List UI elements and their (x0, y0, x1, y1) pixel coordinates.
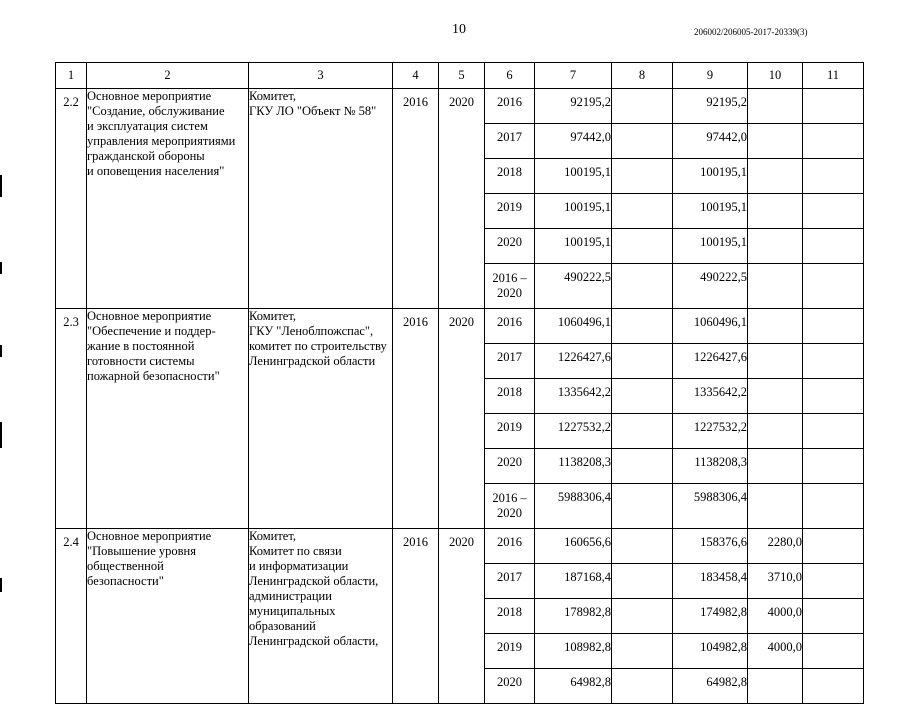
scan-edge-mark (0, 345, 2, 357)
total-amount-cell: 108982,8 (535, 634, 612, 669)
other-sources-cell (803, 344, 864, 379)
table-row (56, 89, 864, 124)
federal-budget-cell (612, 634, 673, 669)
year-cell: 2016 – 2020 (485, 264, 535, 309)
federal-budget-cell (612, 529, 673, 564)
column-header: 8 (612, 63, 673, 89)
total-amount-cell: 187168,4 (535, 564, 612, 599)
federal-budget-cell (612, 89, 673, 124)
table-row (56, 529, 864, 564)
local-budget-cell (748, 414, 803, 449)
other-sources-cell (803, 89, 864, 124)
year-cell: 2020 (485, 449, 535, 484)
total-amount-cell: 1335642,2 (535, 379, 612, 414)
local-budget-cell (748, 159, 803, 194)
total-amount-cell: 100195,1 (535, 159, 612, 194)
regional-budget-cell: 1060496,1 (673, 309, 748, 344)
total-amount-cell: 97442,0 (535, 124, 612, 159)
item-number: 2.2 (56, 89, 87, 309)
other-sources-cell (803, 529, 864, 564)
start-year: 2016 (393, 309, 439, 529)
scan-edge-mark (0, 578, 2, 592)
total-amount-cell: 490222,5 (535, 264, 612, 309)
local-budget-cell (748, 89, 803, 124)
item-executor: Комитет, ГКУ ЛО "Объект № 58" (249, 89, 393, 309)
regional-budget-cell: 100195,1 (673, 229, 748, 264)
federal-budget-cell (612, 159, 673, 194)
column-header: 5 (439, 63, 485, 89)
year-cell: 2020 (485, 229, 535, 264)
other-sources-cell (803, 449, 864, 484)
local-budget-cell (748, 124, 803, 159)
column-header: 11 (803, 63, 864, 89)
other-sources-cell (803, 309, 864, 344)
other-sources-cell (803, 414, 864, 449)
start-year: 2016 (393, 529, 439, 704)
federal-budget-cell (612, 194, 673, 229)
other-sources-cell (803, 669, 864, 704)
regional-budget-cell: 5988306,4 (673, 484, 748, 529)
total-amount-cell: 5988306,4 (535, 484, 612, 529)
regional-budget-cell: 100195,1 (673, 194, 748, 229)
item-number: 2.3 (56, 309, 87, 529)
local-budget-cell (748, 309, 803, 344)
item-name: Основное мероприятие "Обеспечение и поддер- жание в постоянной готовности системы пожарной безопасности" (87, 309, 249, 529)
federal-budget-cell (612, 379, 673, 414)
document-code: 206002/206005-2017-20339(3) (694, 27, 808, 37)
column-header: 7 (535, 63, 612, 89)
federal-budget-cell (612, 484, 673, 529)
other-sources-cell (803, 194, 864, 229)
column-header: 2 (87, 63, 249, 89)
regional-budget-cell: 1138208,3 (673, 449, 748, 484)
federal-budget-cell (612, 564, 673, 599)
year-cell: 2019 (485, 634, 535, 669)
federal-budget-cell (612, 344, 673, 379)
local-budget-cell: 4000,0 (748, 599, 803, 634)
total-amount-cell: 1226427,6 (535, 344, 612, 379)
year-cell: 2017 (485, 124, 535, 159)
federal-budget-cell (612, 449, 673, 484)
other-sources-cell (803, 229, 864, 264)
local-budget-cell (748, 669, 803, 704)
federal-budget-cell (612, 309, 673, 344)
local-budget-cell (748, 194, 803, 229)
item-executor: Комитет, Комитет по связи и информатизации Ленинградской области, администрации муниципальных образований Ленинградской области, (249, 529, 393, 704)
federal-budget-cell (612, 264, 673, 309)
regional-budget-cell: 174982,8 (673, 599, 748, 634)
federal-budget-cell (612, 124, 673, 159)
federal-budget-cell (612, 599, 673, 634)
local-budget-cell: 3710,0 (748, 564, 803, 599)
page-number: 10 (452, 22, 466, 37)
end-year: 2020 (439, 89, 485, 309)
total-amount-cell: 100195,1 (535, 194, 612, 229)
year-cell: 2017 (485, 344, 535, 379)
other-sources-cell (803, 564, 864, 599)
scan-edge-mark (0, 422, 2, 448)
year-cell: 2019 (485, 414, 535, 449)
year-cell: 2018 (485, 159, 535, 194)
column-header: 3 (249, 63, 393, 89)
column-header: 4 (393, 63, 439, 89)
other-sources-cell (803, 379, 864, 414)
start-year: 2016 (393, 89, 439, 309)
column-header: 1 (56, 63, 87, 89)
column-header: 9 (673, 63, 748, 89)
year-cell: 2020 (485, 669, 535, 704)
total-amount-cell: 1060496,1 (535, 309, 612, 344)
end-year: 2020 (439, 309, 485, 529)
other-sources-cell (803, 124, 864, 159)
other-sources-cell (803, 599, 864, 634)
item-name: Основное мероприятие "Создание, обслуживание и эксплуатация систем управления мероприятиями гражданской обороны и оповещения населения" (87, 89, 249, 309)
item-executor: Комитет, ГКУ "Леноблпожспас", комитет по строительству Ленинградской области (249, 309, 393, 529)
item-number: 2.4 (56, 529, 87, 704)
year-cell: 2017 (485, 564, 535, 599)
year-cell: 2019 (485, 194, 535, 229)
regional-budget-cell: 1335642,2 (673, 379, 748, 414)
federal-budget-cell (612, 229, 673, 264)
regional-budget-cell: 158376,6 (673, 529, 748, 564)
budget-table (55, 62, 864, 704)
item-name: Основное мероприятие "Повышение уровня общественной безопасности" (87, 529, 249, 704)
regional-budget-cell: 92195,2 (673, 89, 748, 124)
other-sources-cell (803, 634, 864, 669)
year-cell: 2016 (485, 309, 535, 344)
year-cell: 2016 (485, 529, 535, 564)
local-budget-cell (748, 264, 803, 309)
federal-budget-cell (612, 669, 673, 704)
end-year: 2020 (439, 529, 485, 704)
other-sources-cell (803, 264, 864, 309)
year-cell: 2018 (485, 379, 535, 414)
total-amount-cell: 178982,8 (535, 599, 612, 634)
total-amount-cell: 64982,8 (535, 669, 612, 704)
total-amount-cell: 160656,6 (535, 529, 612, 564)
regional-budget-cell: 183458,4 (673, 564, 748, 599)
header-row (56, 63, 864, 89)
column-header: 10 (748, 63, 803, 89)
total-amount-cell: 1138208,3 (535, 449, 612, 484)
regional-budget-cell: 104982,8 (673, 634, 748, 669)
local-budget-cell (748, 229, 803, 264)
year-cell: 2016 (485, 89, 535, 124)
regional-budget-cell: 1226427,6 (673, 344, 748, 379)
local-budget-cell: 4000,0 (748, 634, 803, 669)
local-budget-cell: 2280,0 (748, 529, 803, 564)
local-budget-cell (748, 379, 803, 414)
total-amount-cell: 92195,2 (535, 89, 612, 124)
scan-edge-mark (0, 175, 2, 197)
regional-budget-cell: 1227532,2 (673, 414, 748, 449)
total-amount-cell: 1227532,2 (535, 414, 612, 449)
other-sources-cell (803, 159, 864, 194)
local-budget-cell (748, 449, 803, 484)
table-row (56, 309, 864, 344)
total-amount-cell: 100195,1 (535, 229, 612, 264)
regional-budget-cell: 490222,5 (673, 264, 748, 309)
local-budget-cell (748, 344, 803, 379)
regional-budget-cell: 97442,0 (673, 124, 748, 159)
scan-edge-mark (0, 262, 2, 274)
local-budget-cell (748, 484, 803, 529)
federal-budget-cell (612, 414, 673, 449)
other-sources-cell (803, 484, 864, 529)
regional-budget-cell: 64982,8 (673, 669, 748, 704)
regional-budget-cell: 100195,1 (673, 159, 748, 194)
year-cell: 2016 – 2020 (485, 484, 535, 529)
column-header: 6 (485, 63, 535, 89)
year-cell: 2018 (485, 599, 535, 634)
